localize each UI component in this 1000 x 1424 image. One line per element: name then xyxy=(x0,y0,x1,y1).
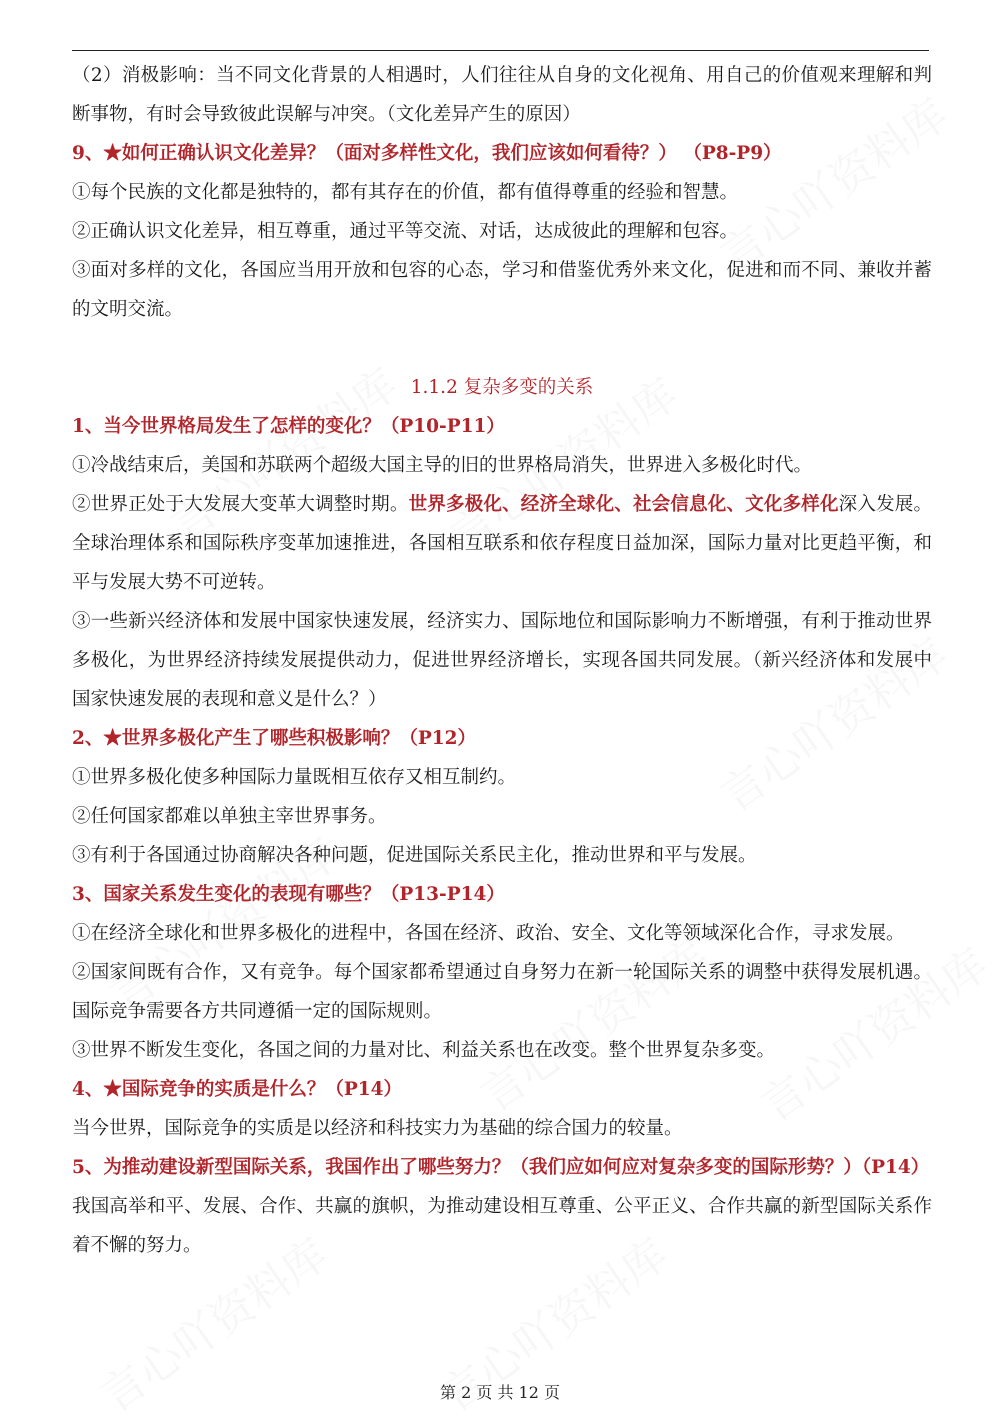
page-content xyxy=(72,56,932,1265)
list-item: ③面对多样的文化，各国应当用开放和包容的心态，学习和借鉴优秀外来文化，促进和而不同、兼收并蓄的文明交流。 xyxy=(72,260,932,320)
question-9-heading: 9、★如何正确认识文化差异？（面对多样性文化，我们应该如何看待？） （P8-P9） xyxy=(72,143,782,164)
list-item: ①在经济全球化和世界多极化的进程中，各国在经济、政治、安全、文化等领域深化合作，寻求发展。 xyxy=(72,923,905,944)
question-5-heading: 5、为推动建设新型国际关系，我国作出了哪些努力？（我们应如何应对复杂多变的国际形势？）（P14） xyxy=(72,1157,930,1178)
list-item: ②国家间既有合作，又有竞争。每个国家都希望通过自身努力在新一轮国际关系的调整中获得发展机遇。国际竞争需要各方共同遵循一定的国际规则。 xyxy=(72,962,932,1022)
paragraph-negative-impact: （2）消极影响：当不同文化背景的人相遇时，人们往往从自身的文化视角、用自己的价值观来理解和判断事物，有时会导致彼此误解与冲突。（文化差异产生的原因） xyxy=(72,65,932,125)
question-2-heading: 2、★世界多极化产生了哪些积极影响？（P12） xyxy=(72,728,477,749)
list-item: ②任何国家都难以单独主宰世界事务。 xyxy=(72,806,387,827)
list-item: ③一些新兴经济体和发展中国家快速发展，经济实力、国际地位和国际影响力不断增强，有利于推动世界多极化，为世界经济持续发展提供动力，促进世界经济增长，实现各国共同发展。（新兴经济体和发展中国家快速发展的表现和意义是什么？） xyxy=(72,611,932,710)
question-3-heading: 3、国家关系发生变化的表现有哪些？（P13-P14） xyxy=(72,884,505,905)
list-item: ③世界不断发生变化，各国之间的力量对比、利益关系也在改变。整个世界复杂多变。 xyxy=(72,1040,776,1061)
header-rule xyxy=(72,50,929,51)
list-item-text: ②世界正处于大发展大变革大调整时期。 xyxy=(72,494,409,515)
question-1-heading: 1、当今世界格局发生了怎样的变化？（P10-P11） xyxy=(72,416,505,437)
page-number: 第 2 页 共 12 页 xyxy=(440,1383,560,1402)
list-item: ①世界多极化使多种国际力量既相互依存又相互制约。 xyxy=(72,767,517,788)
list-item xyxy=(72,485,932,602)
answer-text: 我国高举和平、发展、合作、共赢的旗帜，为推动建设相互尊重、公平正义、合作共赢的新型国际关系作着不懈的努力。 xyxy=(72,1196,932,1256)
list-item-text: 深入发展。全球治理体系和国际秩序变革加速推进，各国相互联系和依存程度日益加深，国际力量对比更趋平衡，和平与发展大势不可逆转。 xyxy=(72,494,932,593)
section-title: 1.1.2 复杂多变的关系 xyxy=(410,377,594,398)
list-item: ③有利于各国通过协商解决各种问题，促进国际关系民主化，推动世界和平与发展。 xyxy=(72,845,757,866)
list-item: ②正确认识文化差异，相互尊重，通过平等交流、对话，达成彼此的理解和包容。 xyxy=(72,221,739,242)
list-item: ①冷战结束后，美国和苏联两个超级大国主导的旧的世界格局消失，世界进入多极化时代。 xyxy=(72,455,813,476)
answer-text: 当今世界，国际竞争的实质是以经济和科技实力为基础的综合国力的较量。 xyxy=(72,1118,683,1139)
question-4-heading: 4、★国际竞争的实质是什么？（P14） xyxy=(72,1079,403,1100)
list-item: ①每个民族的文化都是独特的，都有其存在的价值，都有值得尊重的经验和智慧。 xyxy=(72,182,739,203)
highlighted-text: 世界多极化、经济全球化、社会信息化、文化多样化 xyxy=(408,494,839,515)
